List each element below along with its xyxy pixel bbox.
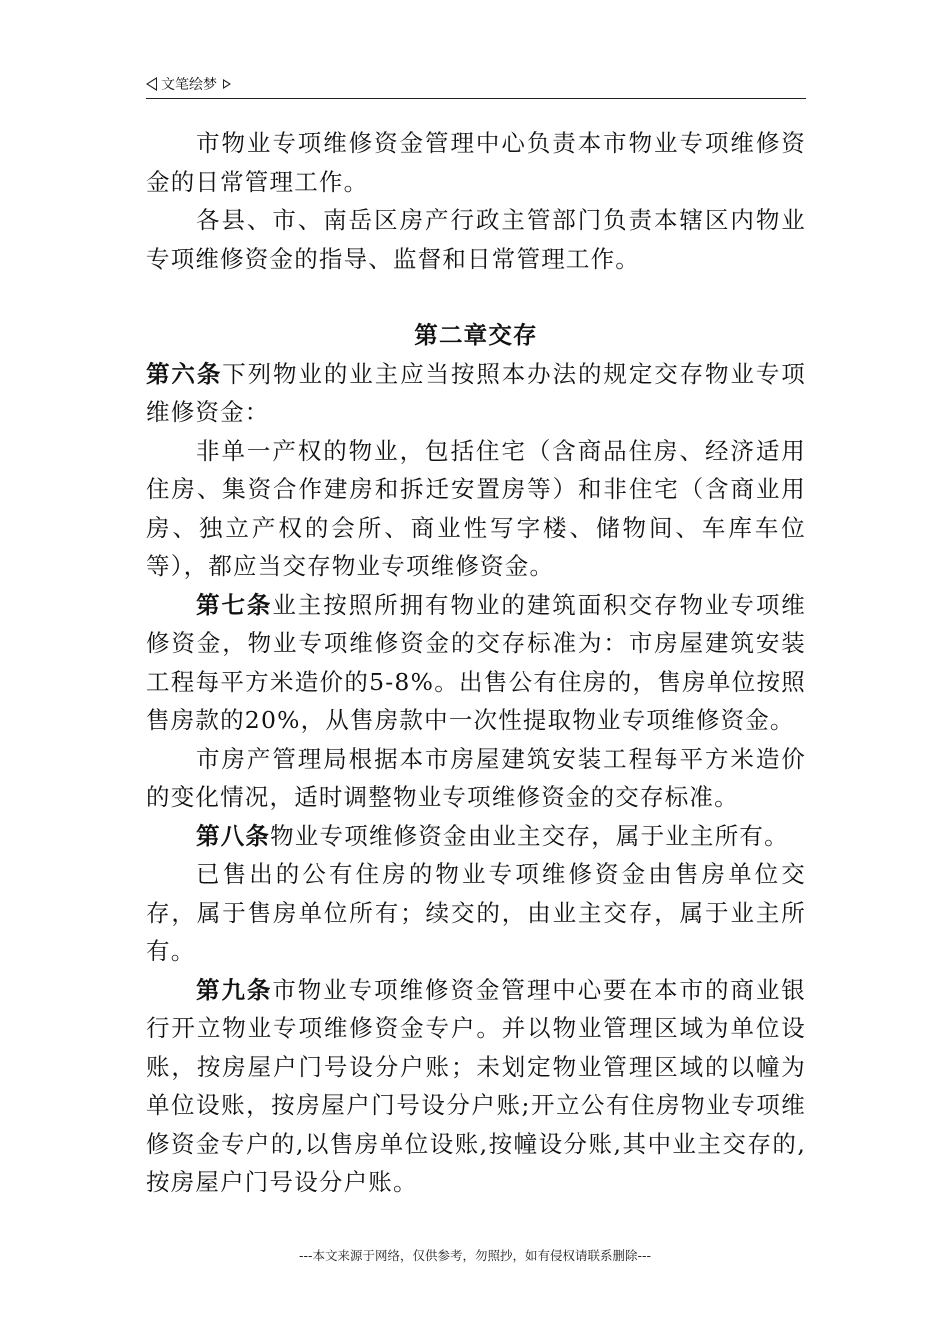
article-8-text: 物业专项维修资金由业主交存，属于业主所有。 [270,821,789,850]
article-9-title: 第九条 [196,975,273,1004]
triangle-right-icon [223,79,231,89]
paragraph-standard-adjustment: 市房产管理局根据本市房屋建筑安装工程每平方米造价的变化情况，适时调整物业专项维修资金的交存标准。 [146,744,806,811]
article-9-text: 市物业专项维修资金管理中心要在本市的商业银行开立物业专项维修资金专户。并以物业管理区域为单位设账，按房屋户门号设分户账；未划定物业管理区域的以幢为单位设账，按房屋户门号设分户账;开立公有住房物业专项维修资金专户的,以售房单位设账,按幢设分账,其中业主交存的,按房屋户门号设分户账。 [146,975,806,1196]
header-brand: 文笔绘梦 [161,77,217,93]
page-header [146,74,806,99]
article-6-title: 第六条 [146,359,223,388]
document-body [146,124,806,1202]
article-6 [146,355,806,432]
article-8 [146,817,806,856]
paragraph-management-center: 市物业专项维修资金管理中心负责本市物业专项维修资金的日常管理工作。 [146,129,806,196]
paragraph-public-housing: 已售出的公有住房的物业专项维修资金由售房单位交存，属于售房单位所有；续交的，由业主交存，属于业主所有。 [146,860,806,965]
article-9 [146,971,806,1202]
article-7-text: 业主按照所拥有物业的建筑面积交存物业专项维修资金，物业专项维修资金的交存标准为：市房屋建筑安装工程每平方米造价的5-8%。出售公有住房的，售房单位按照售房款的20%，从售房款中一次性提取物业专项维修资金。 [146,590,806,734]
page-footer: ---本文来源于网络，仅供参考，勿照抄，如有侵权请联系删除--- [298,1248,652,1263]
paragraph-non-single-property: 非单一产权的物业，包括住宅（含商品住房、经济适用住房、集资合作建房和拆迁安置房等）和非住宅（含商业用房、独立产权的会所、商业性写字楼、储物间、车库车位等），都应当交存物业专项维修资金。 [146,436,806,580]
chapter-title: 第二章交存 [414,321,538,349]
article-6-text: 下列物业的业主应当按照本办法的规定交存物业专项维修资金： [146,359,806,426]
article-7-title: 第七条 [196,590,273,619]
paragraph-county-departments: 各县、市、南岳区房产行政主管部门负责本辖区内物业专项维修资金的指导、监督和日常管理工作。 [146,206,806,273]
triangle-left-icon [146,77,157,91]
article-7 [146,586,806,740]
article-8-title: 第八条 [196,821,271,850]
